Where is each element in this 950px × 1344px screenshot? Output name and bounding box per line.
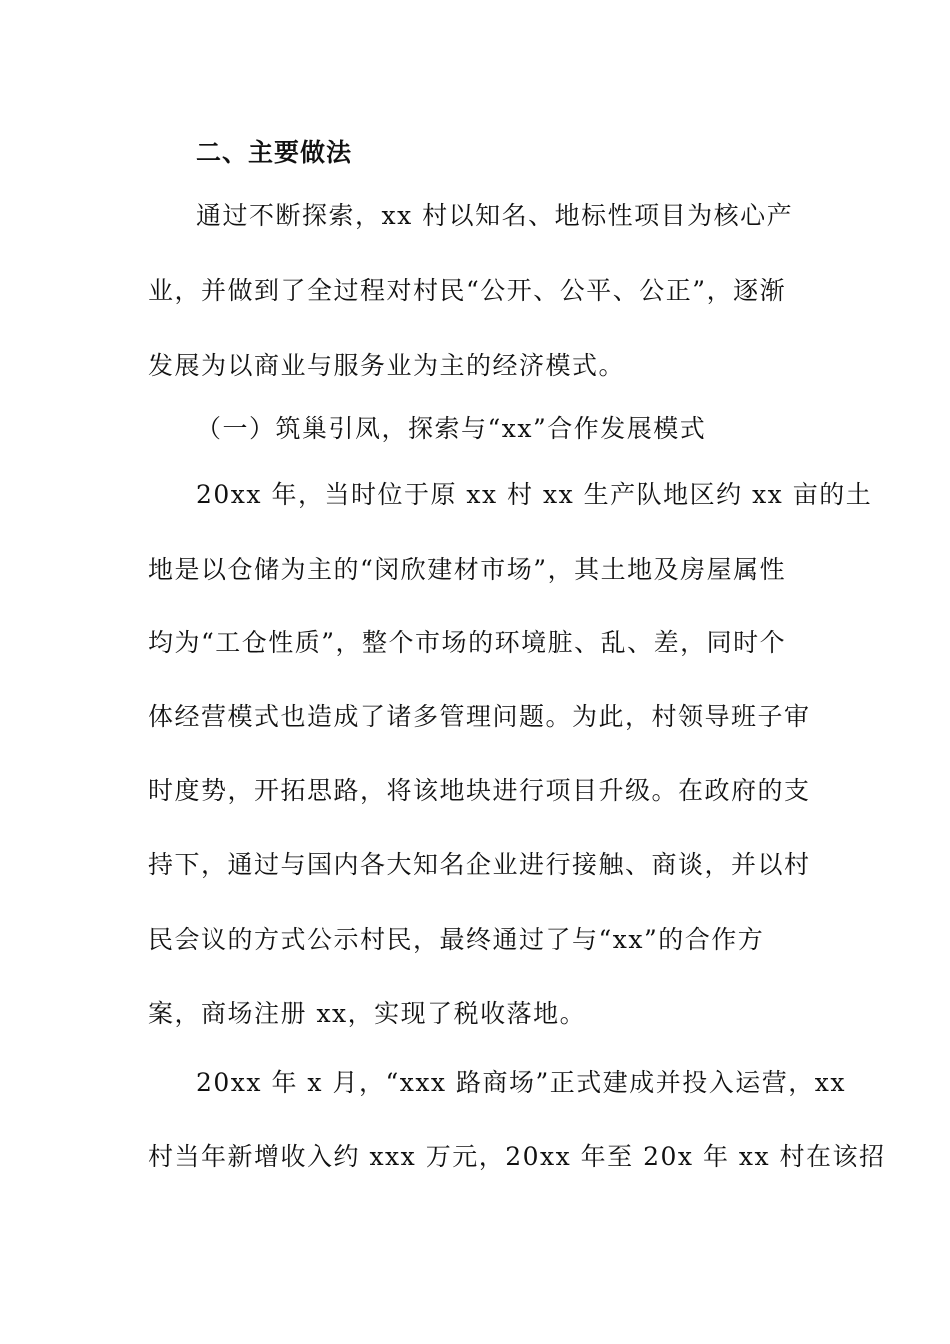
paragraph-line: 业，并做到了全过程对村民“公开、公平、公正”，逐渐 — [148, 276, 787, 305]
paragraph-line: 地是以仓储为主的“闵欣建材市场”，其土地及房屋属性 — [148, 555, 787, 584]
section-heading: 二、主要做法 — [196, 138, 353, 167]
paragraph-line: 案，商场注册 xx，实现了税收落地。 — [148, 999, 587, 1028]
subsection-heading: （一）筑巢引凤，探索与“xx”合作发展模式 — [196, 414, 707, 443]
paragraph-line: 村当年新增收入约 xxx 万元，20xx 年至 20x 年 xx 村在该招 — [148, 1142, 886, 1171]
paragraph-line: 20xx 年，当时位于原 xx 村 xx 生产队地区约 xx 亩的土 — [196, 480, 873, 509]
paragraph-line: 民会议的方式公示村民，最终通过了与“xx”的合作方 — [148, 925, 765, 954]
paragraph-line: 20xx 年 x 月，“xxx 路商场”正式建成并投入运营，xx — [196, 1068, 846, 1097]
paragraph-line: 持下，通过与国内各大知名企业进行接触、商谈，并以村 — [148, 850, 811, 879]
paragraph-line: 通过不断探索，xx 村以知名、地标性项目为核心产 — [196, 201, 794, 230]
paragraph-line: 体经营模式也造成了诸多管理问题。为此，村领导班子审 — [148, 702, 811, 731]
paragraph-line: 时度势，开拓思路，将该地块进行项目升级。在政府的支 — [148, 776, 811, 805]
paragraph-line: 均为“工仓性质”，整个市场的环境脏、乱、差，同时个 — [148, 628, 787, 657]
paragraph-line: 发展为以商业与服务业为主的经济模式。 — [148, 351, 626, 380]
